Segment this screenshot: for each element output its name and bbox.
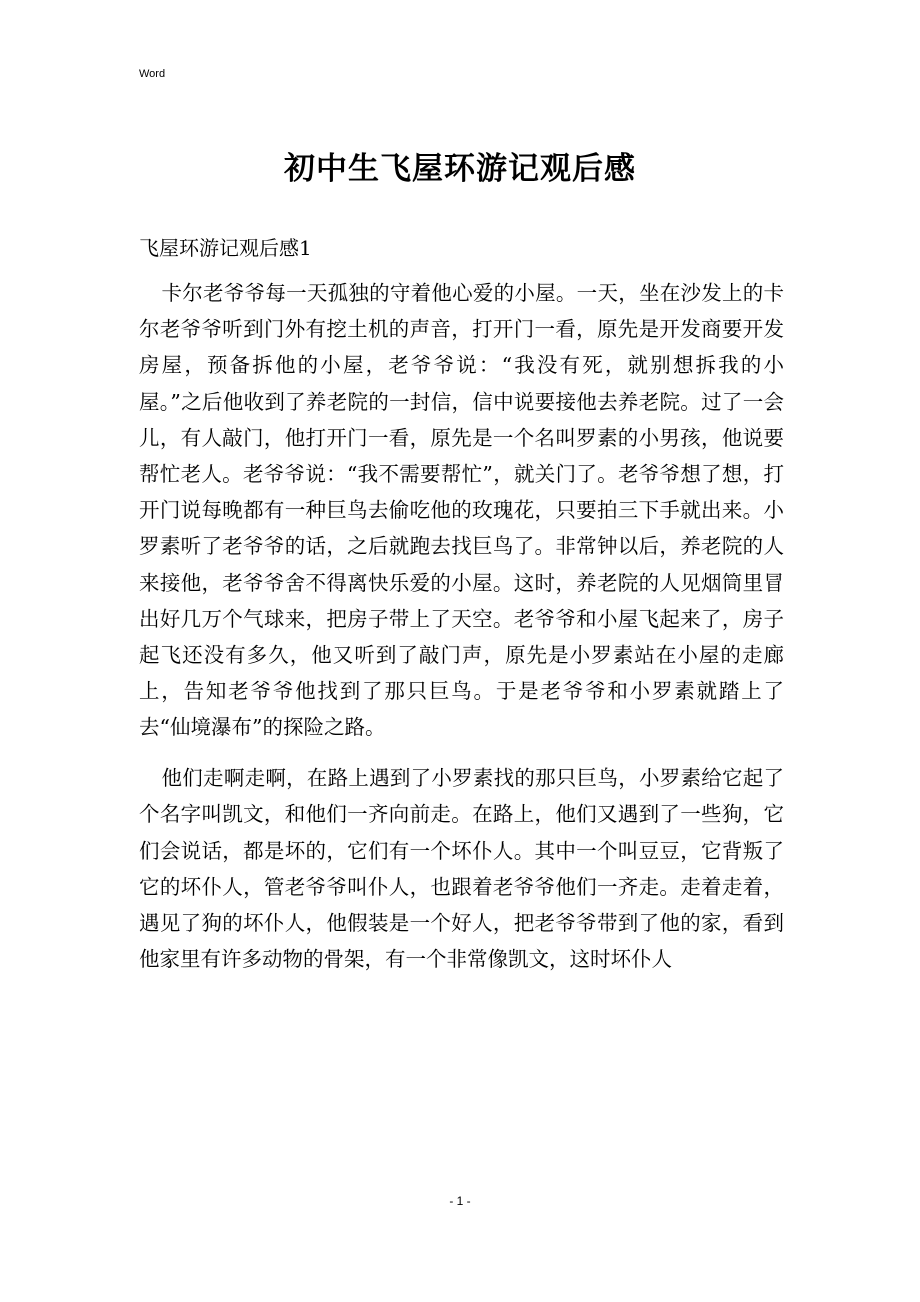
- paragraph-2: 他们走啊走啊，在路上遇到了小罗素找的那只巨鸟，小罗素给它起了个名字叫凯文，和他们一齐向前走。在路上，他们又遇到了一些狗，它们会说话，都是坏的，它们有一个坏仆人。其中一个叫豆豆，它背叛了它的坏仆人，管老爷爷叫仆人，也跟着老爷爷他们一齐走。走着走着，遇见了狗的坏仆人，他假装是一个好人，把老爷爷带到了他的家，看到他家里有许多动物的骨架，有一个非常像凯文，这时坏仆人: [139, 766, 784, 972]
- header-label: Word: [139, 68, 166, 80]
- body-text: [139, 275, 784, 977]
- page-number: - 1 -: [449, 1194, 471, 1208]
- paragraph-1: 卡尔老爷爷每一天孤独的守着他心爱的小屋。一天，坐在沙发上的卡尔老爷爷听到门外有挖土机的声音，打开门一看，原先是开发商要开发房屋，预备拆他的小屋，老爷爷说：“我没有死，就别想拆我的小屋。”之后他收到了养老院的一封信，信中说要接他去养老院。过了一会儿，有人敲门，他打开门一看，原先是一个名叫罗素的小男孩，他说要帮忙老人。老爷爷说：“我不需要帮忙”，就关门了。老爷爷想了想，打开门说每晚都有一种巨鸟去偷吃他的玫瑰花，只要拍三下手就出来。小罗素听了老爷爷的话，之后就跑去找巨鸟了。非常钟以后，养老院的人来接他，老爷爷舍不得离快乐爱的小屋。这时，养老院的人见烟筒里冒出好几万个气球来，把房子带上了天空。老爷爷和小屋飞起来了，房子起飞还没有多久，他又听到了敲门声，原先是小罗素站在小屋的走廊上，告知老爷爷他找到了那只巨鸟。于是老爷爷和小罗素就踏上了去“仙境瀑布”的探险之路。: [139, 281, 784, 740]
- document-title: 初中生飞屋环游记观后感: [284, 151, 636, 187]
- section-heading: 飞屋环游记观后感1: [139, 236, 312, 260]
